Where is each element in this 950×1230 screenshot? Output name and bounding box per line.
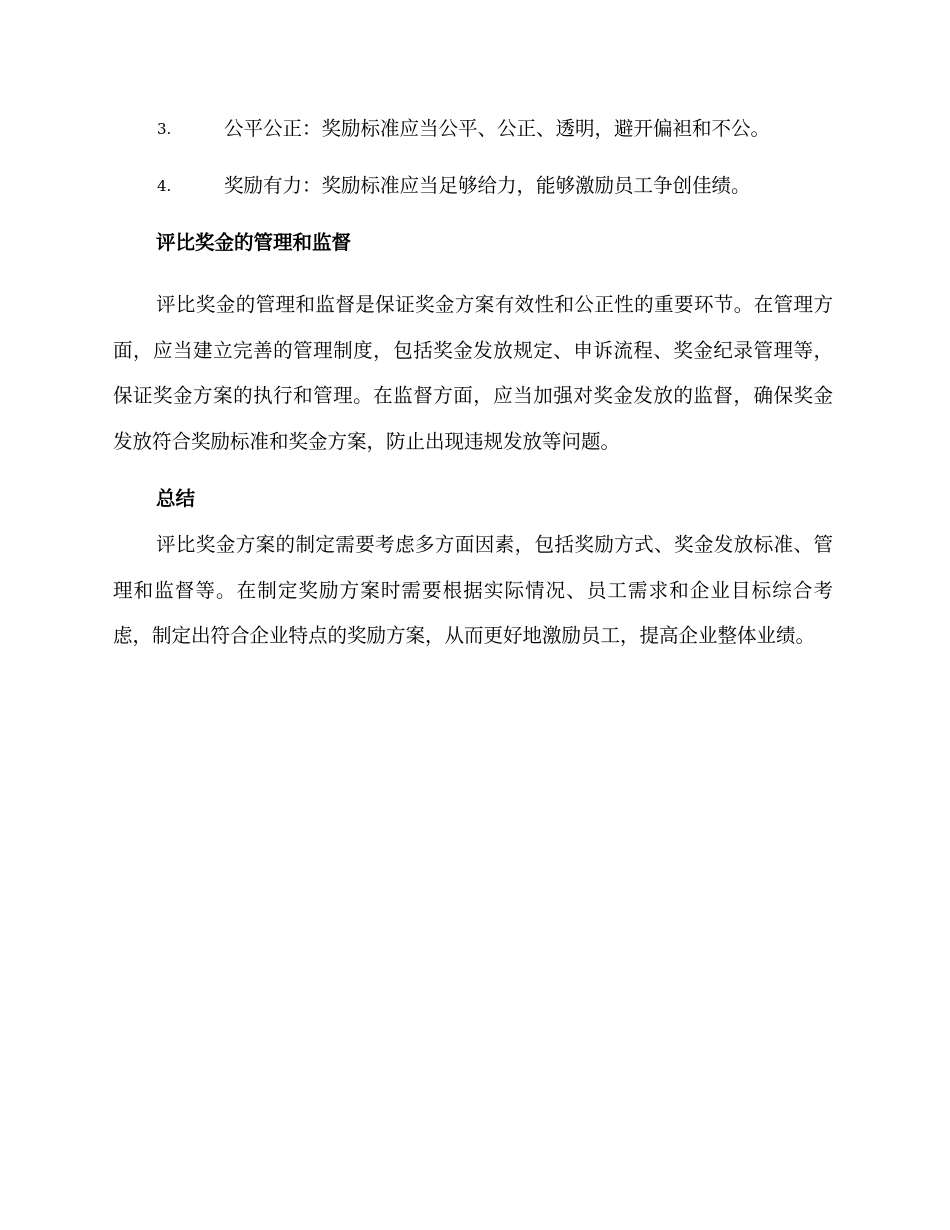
list-item-text: 奖励有力：奖励标准应当足够给力，能够激励员工争创佳绩。 <box>224 174 751 197</box>
list-item <box>113 110 833 167</box>
section-heading-management: 评比奖金的管理和监督 <box>156 231 352 254</box>
list-item-text: 公平公正：奖励标准应当公平、公正、透明，避开偏袒和不公。 <box>224 117 771 140</box>
section-heading-summary: 总结 <box>156 487 196 510</box>
list-item-number: 4. <box>157 177 172 195</box>
list-item-number: 3. <box>157 120 172 138</box>
list-item <box>113 167 833 224</box>
section-paragraph-summary: 评比奖金方案的制定需要考虑多方面因素，包括奖励方式、奖金发放标准、管理和监督等。在制定奖励方案时需要根据实际情况、员工需求和企业目标综合考虑，制定出符合企业特点的奖励方案，从而更好地激励员工，提高企业整体业绩。 <box>113 533 833 647</box>
document-body <box>113 110 833 659</box>
section-paragraph-management: 评比奖金的管理和监督是保证奖金方案有效性和公正性的重要环节。在管理方面，应当建立完善的管理制度，包括奖金发放规定、申诉流程、奖金纪录管理等，保证奖金方案的执行和管理。在监督方面，应当加强对奖金发放的监督，确保奖金发放符合奖励标准和奖金方案，防止出现违规发放等问题。 <box>113 293 833 453</box>
